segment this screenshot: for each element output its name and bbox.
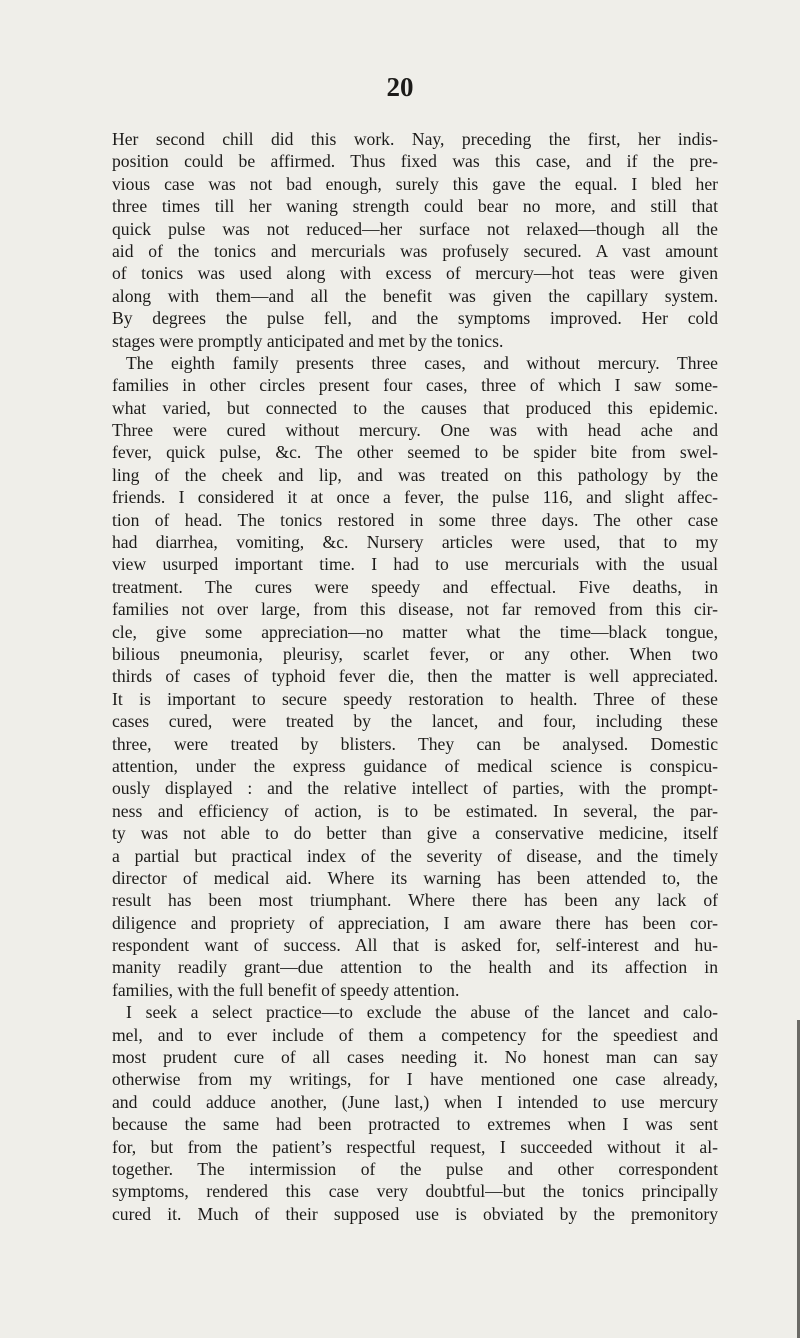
- text-line: respondent want of success. All that is asked for, self-interest and hu-: [112, 935, 718, 956]
- text-line: bilious pneumonia, pleurisy, scarlet fever, or any other. When two: [112, 643, 718, 664]
- text-line: quick pulse was not reduced—her surface not relaxed—though all the: [112, 218, 718, 239]
- text-line: view usurped important time. I had to use mercurials with the usual: [112, 554, 718, 575]
- text-line: Her second chill did this work. Nay, preceding the first, her indis-: [112, 129, 718, 149]
- text-line: It is important to secure speedy restoration to health. Three of these: [112, 688, 718, 709]
- text-line: treatment. The cures were speedy and effectual. Five deaths, in: [112, 576, 718, 597]
- text-line: By degrees the pulse fell, and the symptoms improved. Her cold: [112, 308, 718, 329]
- text-line: The eighth family presents three cases, and without mercury. Three: [126, 352, 718, 373]
- text-line: along with them—and all the benefit was given the capillary system.: [112, 285, 718, 306]
- text-line: fever, quick pulse, &c. The other seemed to be spider bite from swel-: [112, 442, 718, 463]
- text-line: position could be affirmed. Thus fixed was this case, and if the pre-: [112, 151, 718, 172]
- text-line: vious case was not bad enough, surely this gave the equal. I bled her: [112, 173, 718, 194]
- text-line: tion of head. The tonics restored in some three days. The other case: [112, 509, 718, 530]
- text-line: otherwise from my writings, for I have mentioned one case already,: [112, 1069, 718, 1090]
- text-line: of tonics was used along with excess of mercury—hot teas were given: [112, 263, 718, 284]
- text-line: ously displayed : and the relative intellect of parties, with the prompt-: [112, 778, 718, 799]
- text-line: friends. I considered it at once a fever, the pulse 116, and slight affec-: [112, 487, 718, 508]
- text-line: ty was not able to do better than give a conservative medicine, itself: [112, 823, 718, 844]
- text-line: for, but from the patient’s respectful request, I succeeded without it al-: [112, 1136, 718, 1157]
- text-line: and could adduce another, (June last,) when I intended to use mercury: [112, 1091, 718, 1112]
- text-line: cases cured, were treated by the lancet, and four, including these: [112, 711, 718, 732]
- text-line: most prudent cure of all cases needing it. No honest man can say: [112, 1047, 718, 1068]
- text-line: a partial but practical index of the severity of disease, and the timely: [112, 845, 718, 866]
- text-line: result has been most triumphant. Where there has been any lack of: [112, 890, 718, 911]
- text-line: three, were treated by blisters. They can be analysed. Domestic: [112, 733, 718, 754]
- text-line: stages were promptly anticipated and met by the tonics.: [112, 330, 504, 351]
- text-line: together. The intermission of the pulse and other correspondent: [112, 1158, 718, 1179]
- text-line: families, with the full benefit of speedy attention.: [112, 979, 460, 1000]
- text-line: families in other circles present four cases, three of which I saw some-: [112, 375, 718, 396]
- text-line: ling of the cheek and lip, and was treated on this pathology by the: [112, 464, 718, 485]
- text-line: ness and efficiency of action, is to be estimated. In several, the par-: [112, 800, 718, 821]
- text-line: because the same had been protracted to extremes when I was sent: [112, 1114, 718, 1135]
- text-line: mel, and to ever include of them a competency for the speediest and: [112, 1024, 718, 1045]
- text-line: Three were cured without mercury. One was with head ache and: [112, 420, 718, 441]
- text-line: cured it. Much of their supposed use is obviated by the premonitory: [112, 1203, 718, 1224]
- text-line: three times till her waning strength could bear no more, and still that: [112, 196, 718, 217]
- text-line: cle, give some appreciation—no matter what the time—black tongue,: [112, 621, 718, 642]
- text-line: had diarrhea, vomiting, &c. Nursery articles were used, that to my: [112, 532, 718, 553]
- text-line: I seek a select practice—to exclude the abuse of the lancet and calo-: [126, 1002, 718, 1023]
- text-line: thirds of cases of typhoid fever die, then the matter is well appreciated.: [112, 666, 718, 687]
- text-line: director of medical aid. Where its warning has been attended to, the: [112, 867, 718, 888]
- text-line: aid of the tonics and mercurials was profusely secured. A vast amount: [112, 240, 718, 261]
- text-line: attention, under the express guidance of medical science is conspicu-: [112, 755, 718, 776]
- text-line: symptoms, rendered this case very doubtful—but the tonics principally: [112, 1181, 718, 1202]
- text-line: diligence and propriety of appreciation, I am aware there has been cor-: [112, 912, 718, 933]
- text-line: families not over large, from this disease, not far removed from this cir-: [112, 599, 718, 620]
- page-number: 20: [386, 72, 414, 102]
- body-text: [112, 128, 718, 1225]
- text-line: manity readily grant—due attention to the health and its affection in: [112, 957, 718, 978]
- text-line: what varied, but connected to the causes that produced this epidemic.: [112, 397, 718, 418]
